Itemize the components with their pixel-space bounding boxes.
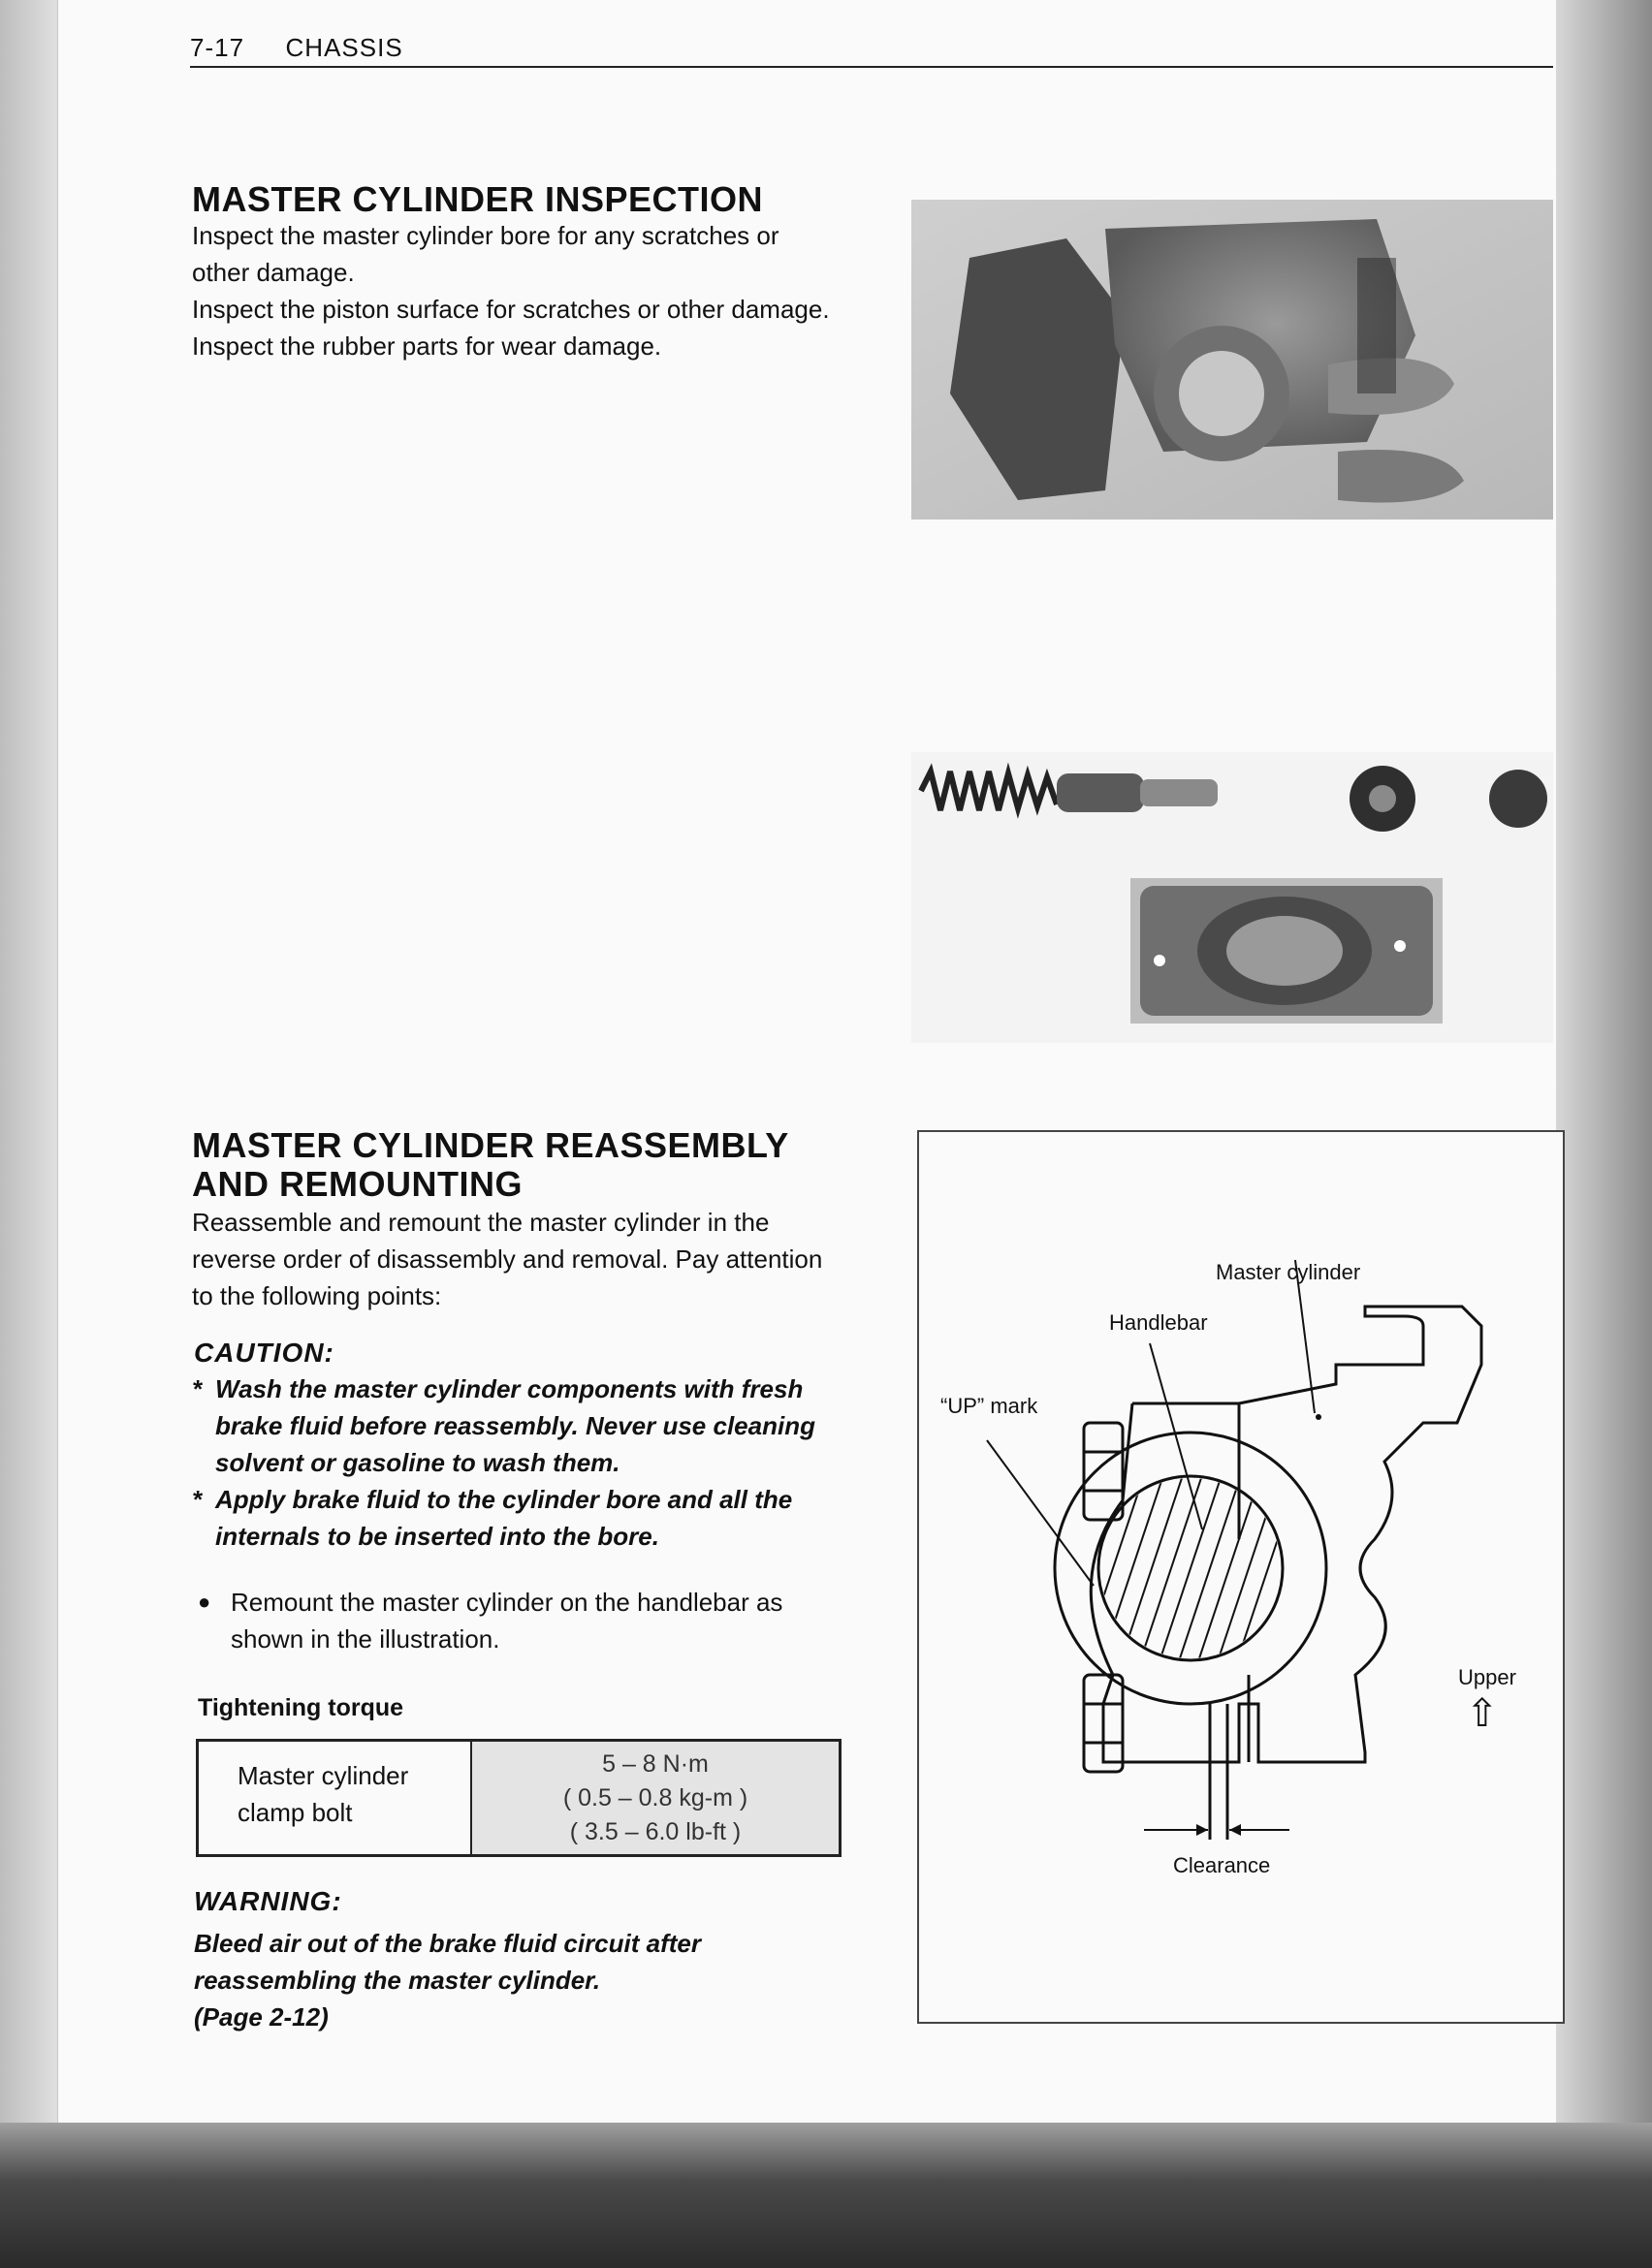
caution-item-2-text: Apply brake fluid to the cylinder bore and all the internals to be inserted into the bore. [215, 1485, 793, 1551]
inspection-paragraph-3: Inspect the rubber parts for wear damage. [192, 331, 662, 361]
upper-arrow-icon: ⇧ [1466, 1692, 1499, 1735]
label-upper: Upper [1458, 1665, 1516, 1689]
torque-value-nm: 5 – 8 N·m [602, 1750, 709, 1778]
caution-list [192, 1370, 840, 1555]
torque-value-lbft: 3.5 – 6.0 lb-ft [585, 1818, 726, 1845]
page-header [190, 33, 403, 63]
remount-illustration [917, 1130, 1565, 2024]
torque-value-lbft-row: ( 3.5 – 6.0 lb-ft ) [569, 1818, 742, 1845]
caution-item-1 [192, 1370, 840, 1481]
torque-item-line2: clamp bolt [238, 1798, 353, 1827]
page-number: 7-17 [190, 33, 245, 62]
inspection-text [192, 217, 836, 364]
label-master-cylinder: Master cylinder [1216, 1260, 1361, 1284]
master-cylinder-photo [911, 200, 1553, 520]
warning-line-2: reassembling the master cylinder. [194, 1966, 601, 1995]
reassembly-intro: Reassemble and remount the master cylinder in the reverse order of disassembly and removal. Pay attention to the following points: [192, 1208, 823, 1310]
torque-title: Tightening torque [198, 1694, 404, 1721]
label-handlebar: Handlebar [1109, 1310, 1208, 1335]
inspection-title: MASTER CYLINDER INSPECTION [192, 179, 764, 219]
torque-value-kgm-row: ( 0.5 – 0.8 kg-m ) [562, 1784, 748, 1811]
piston-parts-photo [911, 752, 1553, 1043]
page-right-edge [1556, 0, 1652, 2268]
page-bottom-shadow [0, 2123, 1652, 2268]
section-name: CHASSIS [285, 33, 403, 62]
warning-text [194, 1925, 842, 2035]
inspection-paragraph-2: Inspect the piston surface for scratches or other damage. [192, 295, 830, 324]
warning-title: WARNING: [194, 1886, 342, 1916]
asterisk-icon: * [192, 1374, 203, 1403]
reassembly-title-line1: MASTER CYLINDER REASSEMBLY [192, 1125, 789, 1165]
caution-title: CAUTION: [194, 1338, 334, 1368]
remount-step-text: Remount the master cylinder on the handlebar as shown in the illustration. [231, 1588, 783, 1654]
torque-item-line1: Master cylinder [238, 1761, 409, 1790]
caution-item-1-text: Wash the master cylinder components with fresh brake fluid before reassembly. Never use cleaning solvent or gasoline to wash them. [215, 1374, 815, 1477]
torque-value-cell [472, 1742, 839, 1854]
asterisk-icon: * [192, 1485, 203, 1514]
caution-item-2 [192, 1481, 840, 1555]
torque-item-cell [199, 1742, 472, 1854]
torque-table [196, 1739, 842, 1857]
header-rule [190, 66, 1553, 68]
torque-value-kgm: 0.5 – 0.8 kg-m [578, 1784, 733, 1811]
warning-line-1: Bleed air out of the brake fluid circuit after [194, 1929, 701, 1958]
reassembly-title-line2: AND REMOUNTING [192, 1164, 523, 1204]
label-up-mark: “UP” mark [940, 1394, 1038, 1418]
inspection-paragraph-1: Inspect the master cylinder bore for any scratches or other damage. [192, 221, 779, 287]
label-clearance: Clearance [1173, 1853, 1271, 1877]
warning-line-3: (Page 2-12) [194, 2002, 329, 2032]
remount-step [192, 1584, 840, 1657]
bullet-icon: ● [198, 1590, 211, 1614]
